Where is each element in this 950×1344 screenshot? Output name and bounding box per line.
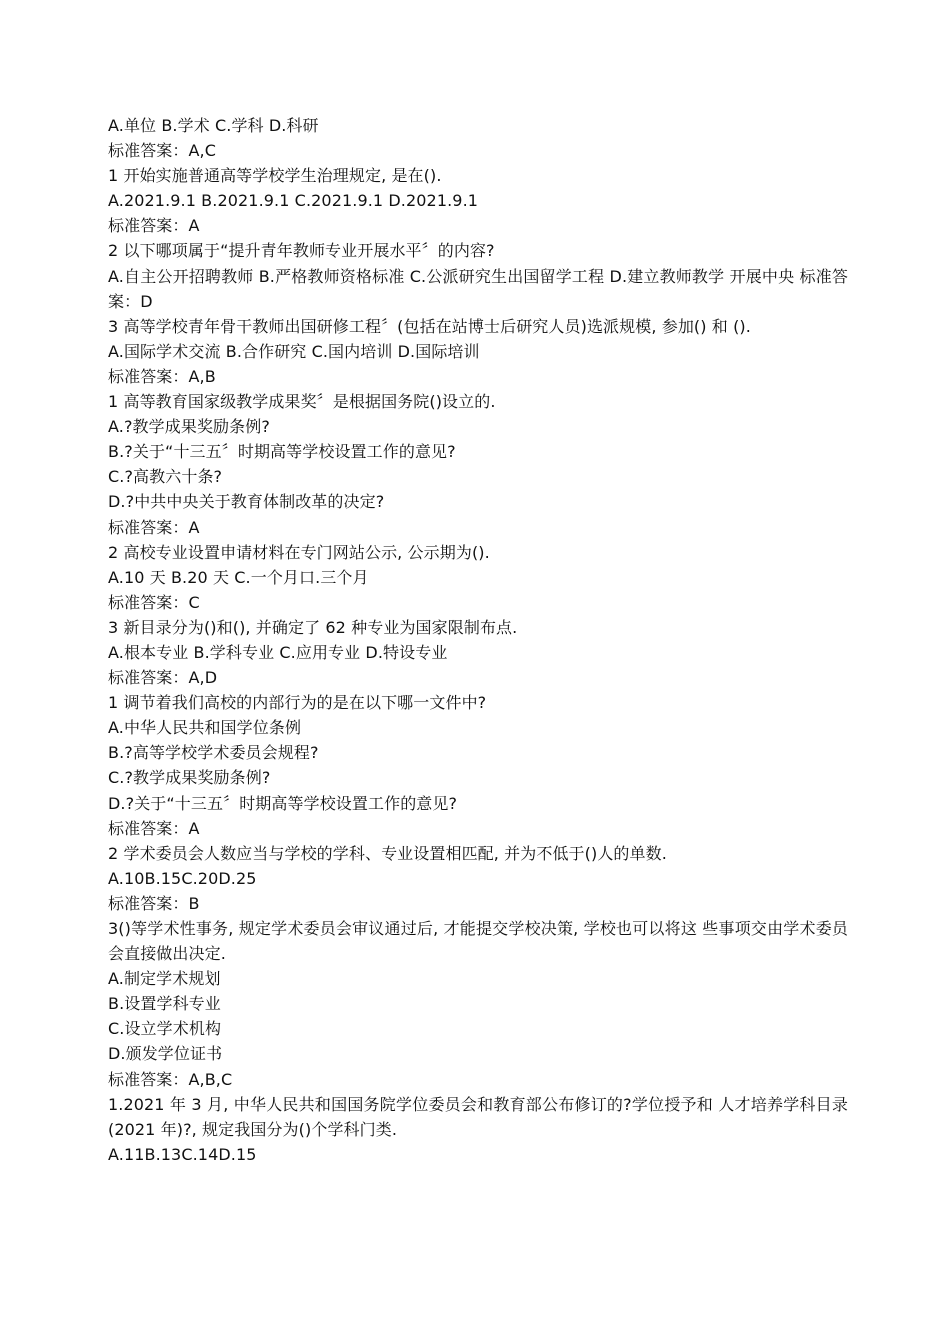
- option-line: A.中华人民共和国学位条例: [108, 718, 302, 738]
- option-line: D.?中共中央关于教育体制改革的决定?: [108, 492, 385, 512]
- question-line: 1 高等教育国家级教学成果奖〞是根据国务院()设立的.: [108, 392, 496, 412]
- option-line: C.设立学术机构: [108, 1019, 222, 1039]
- answer-line: 标准答案：B: [108, 893, 200, 913]
- option-line: A.?教学成果奖励条例?: [108, 417, 270, 437]
- option-line: A.10 天 B.20 天 C.一个月口.三个月: [108, 567, 369, 587]
- answer-line: 标准答案：A: [108, 818, 200, 838]
- option-line: A.制定学术规划: [108, 969, 221, 989]
- answer-line: 标准答案：A,B: [108, 366, 216, 386]
- option-line: D.?关于“十三五〞时期高等学校设置工作的意见?: [108, 793, 458, 813]
- option-line: A.2021.9.1 B.2021.9.1 C.2021.9.1 D.2021.9.1: [108, 191, 479, 211]
- option-line: A.11B.13C.14D.15: [108, 1144, 257, 1164]
- answer-line: 标准答案：A,D: [108, 668, 218, 688]
- option-line: A.10B.15C.20D.25: [108, 868, 257, 888]
- question-line: 1.2021 年 3 月, 中华人民共和国国务院学位委员会和教育部公布修订的?学位授予和 人才培养学科目录(2021 年)?, 规定我国分为()个学科门类.: [108, 1094, 848, 1139]
- option-line: A.国际学术交流 B.合作研究 C.国内培训 D.国际培训: [108, 341, 480, 361]
- question-line: 1 调节着我们高校的内部行为的是在以下哪一文件中?: [108, 693, 487, 713]
- question-line: 1 开始实施普通高等学校学生治理规定, 是在().: [108, 166, 442, 186]
- question-line: 3 高等学校青年骨干教师出国研修工程〞(包括在站博士后研究人员)选派规模, 参加() 和 ().: [108, 316, 751, 336]
- option-line: A.自主公开招聘教师 B.严格教师资格标准 C.公派研究生出国留学工程 D.建立教师教学 开展中央 标准答案：D: [108, 266, 848, 311]
- question-line: 2 以下哪项属于“提升青年教师专业开展水平〞的内容?: [108, 241, 495, 261]
- option-line: A.根本专业 B.学科专业 C.应用专业 D.特设专业: [108, 642, 448, 662]
- question-line: 2 高校专业设置申请材料在专门网站公示, 公示期为().: [108, 542, 490, 562]
- document-body: [108, 113, 848, 1167]
- answer-line: 标准答案：A: [108, 517, 200, 537]
- option-line: C.?高教六十条?: [108, 467, 223, 487]
- option-line: A.单位 B.学术 C.学科 D.科研: [108, 116, 319, 135]
- answer-line: 标准答案：C: [108, 592, 200, 612]
- answer-line: 标准答案：A,B,C: [108, 1069, 233, 1089]
- answer-line: 标准答案：A,C: [108, 141, 217, 161]
- option-line: D.颁发学位证书: [108, 1044, 223, 1064]
- option-line: B.?关于“十三五〞时期高等学校设置工作的意见?: [108, 442, 456, 462]
- option-line: B.设置学科专业: [108, 994, 221, 1014]
- option-line: C.?教学成果奖励条例?: [108, 768, 271, 788]
- question-line: 3 新目录分为()和(), 并确定了 62 种专业为国家限制布点.: [108, 617, 518, 637]
- option-line: B.?高等学校学术委员会规程?: [108, 743, 319, 763]
- answer-line: 标准答案：A: [108, 216, 200, 236]
- question-line: 3()等学术性事务, 规定学术委员会审议通过后, 才能提交学校决策, 学校也可以将这 些事项交由学术委员会直接做出决定.: [108, 919, 848, 964]
- question-line: 2 学术委员会人数应当与学校的学科、专业设置相匹配, 并为不低于()人的单数.: [108, 843, 667, 863]
